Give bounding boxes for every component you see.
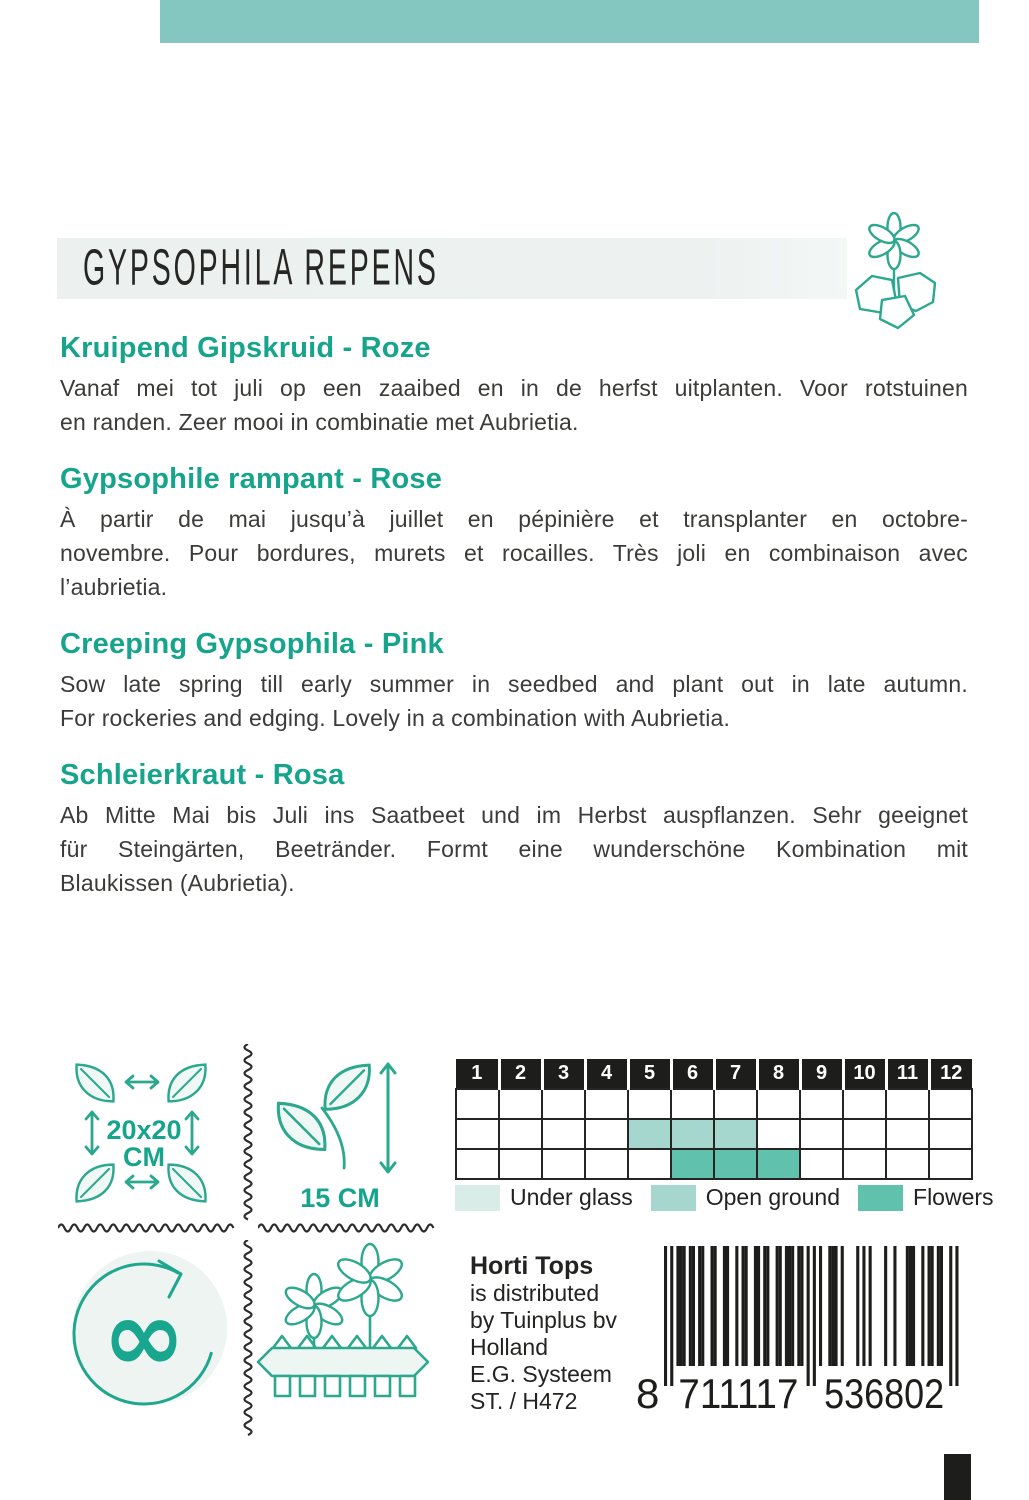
calendar-cell [929, 1089, 972, 1119]
legend-label: Open ground [705, 1184, 841, 1210]
calendar-month-header: 11 [886, 1059, 929, 1089]
barcode-bar [788, 1246, 791, 1366]
calendar-cell [585, 1089, 628, 1119]
body-line: Vanaf mei tot juli op een zaaibed en in de herfst uitplanten. Voor rotstuinen [60, 375, 968, 401]
descriptions [60, 332, 968, 924]
barcode-bar [726, 1246, 729, 1366]
distributor-line: by Tuinplus bv [470, 1307, 618, 1333]
barcode-bar [862, 1246, 865, 1366]
calendar-cell [714, 1149, 757, 1179]
calendar-month-header: 7 [714, 1059, 757, 1089]
heading-german: Schleierkraut - Rosa [60, 759, 345, 791]
calendar-cell [628, 1089, 671, 1119]
barcode-digits: 536802 [824, 1370, 945, 1414]
barcode-bar [884, 1246, 887, 1366]
plant-spacing-icon [66, 1058, 216, 1208]
legend-item-flowers [858, 1184, 994, 1211]
calendar-cell [929, 1149, 972, 1179]
calendar-cell [671, 1089, 714, 1119]
top-accent-bar [160, 0, 979, 43]
vertical-arrow-icon [186, 1112, 198, 1154]
spacing-value-label: 20x20 [106, 1115, 182, 1145]
calendar-cell [456, 1089, 499, 1119]
distributor-line: is distributed [470, 1280, 600, 1306]
calendar-cell [585, 1149, 628, 1179]
barcode-bar [670, 1246, 673, 1386]
heading-french: Gypsophile rampant - Rose [60, 463, 443, 495]
barcode-bar [785, 1246, 788, 1366]
barcode-bar [776, 1246, 779, 1366]
barcode-bar [906, 1246, 909, 1366]
calendar-cell [757, 1089, 800, 1119]
calendar-month-header: 10 [843, 1059, 886, 1089]
body-line: novembre. Pour bordures, murets et rocailles. Très joli en combinaison avec [60, 540, 968, 566]
body-line: For rockeries and edging. Lovely in a combination with Aubrietia. [60, 705, 731, 731]
barcode-bar [807, 1246, 810, 1386]
heading-english: Creeping Gypsophila - Pink [60, 628, 444, 660]
barcode-bar [835, 1246, 838, 1366]
perennial-icon [60, 1246, 250, 1436]
barcode-bar [819, 1246, 822, 1366]
heading-dutch: Kruipend Gipskruid - Roze [60, 332, 431, 364]
barcode-bar [791, 1246, 794, 1366]
barcode-bar [692, 1246, 695, 1366]
horizontal-wavy-divider [258, 1221, 438, 1235]
horizontal-wavy-divider [58, 1221, 236, 1235]
barcode-bar [701, 1246, 704, 1366]
calendar-month-header: 12 [929, 1059, 972, 1089]
section-dutch [60, 332, 968, 439]
body-german [60, 798, 968, 900]
rockery-flower-icon [842, 212, 942, 337]
barcode-bar [763, 1246, 766, 1366]
barcode-bar [955, 1246, 958, 1386]
height-arrow-icon [381, 1064, 395, 1172]
body-line: en randen. Zeer mooi in combinatie met Aubrietia. [60, 409, 579, 435]
calendar-cell [843, 1119, 886, 1149]
barcode-bar [664, 1246, 667, 1386]
calendar-cell [542, 1119, 585, 1149]
barcode-bar [742, 1246, 745, 1366]
calendar-month-header: 8 [757, 1059, 800, 1089]
barcode-bar [757, 1246, 760, 1366]
calendar-month-header: 6 [671, 1059, 714, 1089]
calendar-month-header: 4 [585, 1059, 628, 1089]
calendar-cell [714, 1089, 757, 1119]
calendar-row-open-ground [456, 1119, 972, 1149]
distributor-name: Horti Tops [470, 1252, 594, 1280]
calendar-cell [499, 1149, 542, 1179]
height-value-label: 15 CM [300, 1183, 380, 1213]
page-title: GYPSOPHILA REPENS [83, 239, 439, 296]
calendar-cell [585, 1119, 628, 1149]
barcode-digits: 711117 [678, 1370, 799, 1414]
barcode-bar [735, 1246, 738, 1366]
calendar-cell [886, 1089, 929, 1119]
calendar-cell [628, 1149, 671, 1179]
barcode-bar [797, 1246, 800, 1366]
barcode-bar [800, 1246, 803, 1366]
barcode-bar [909, 1246, 912, 1366]
calendar-cell [886, 1149, 929, 1179]
body-line: l’aubrietia. [60, 574, 168, 600]
plant-height-icon [260, 1052, 445, 1217]
barcode-bar [869, 1246, 872, 1366]
barcode-bar [937, 1246, 940, 1366]
barcode-bar [940, 1246, 943, 1366]
body-french [60, 502, 968, 604]
body-line: Ab Mitte Mai bis Juli ins Saatbeet und im Herbst auspflanzen. Sehr geeignet [60, 802, 968, 828]
calendar-row-under-glass [456, 1089, 972, 1119]
barcode-bar [949, 1246, 952, 1386]
body-line: Blaukissen (Aubrietia). [60, 870, 295, 896]
calendar-cell [800, 1119, 843, 1149]
body-line: für Steingärten, Beetränder. Formt eine wunderschöne Kombination mit [60, 836, 968, 862]
barcode [634, 1246, 979, 1414]
barcode-bar [745, 1246, 748, 1366]
body-line: Sow late spring till early summer in seedbed and plant out in late autumn. [60, 671, 968, 697]
barcode-digits: 8 [636, 1370, 660, 1414]
calendar-month-header: 3 [542, 1059, 585, 1089]
barcode-bar [841, 1246, 844, 1366]
calendar-cell [542, 1149, 585, 1179]
calendar-cell [929, 1119, 972, 1149]
legend-swatch [858, 1185, 903, 1211]
legend-item-under-glass [455, 1184, 633, 1211]
vertical-arrow-icon [86, 1112, 98, 1154]
distributor-line: E.G. Systeem [470, 1361, 612, 1387]
vertical-wavy-divider [241, 1044, 255, 1224]
title-banner [57, 238, 847, 299]
calendar-month-header: 5 [628, 1059, 671, 1089]
calendar-cell [456, 1119, 499, 1149]
barcode-bar [931, 1246, 934, 1366]
barcode-bar [779, 1246, 782, 1366]
section-french [60, 463, 968, 604]
legend-label: Flowers [913, 1184, 994, 1210]
barcode-bar [921, 1246, 924, 1366]
calendar-legend [455, 1184, 994, 1211]
body-line: À partir de mai jusqu’à juillet en pépinière et transplanter en octobre- [60, 506, 968, 532]
calendar-month-header: 2 [499, 1059, 542, 1089]
calendar-cell [714, 1119, 757, 1149]
section-german [60, 759, 968, 900]
calendar-cell [800, 1149, 843, 1179]
barcode-bar [912, 1246, 915, 1366]
barcode-bar [828, 1246, 831, 1366]
calendar-cell [499, 1119, 542, 1149]
barcode-bar [813, 1246, 816, 1386]
barcode-bar [754, 1246, 757, 1366]
body-english [60, 667, 968, 735]
calendar-month-header: 9 [800, 1059, 843, 1089]
barcode-bar [928, 1246, 931, 1366]
barcode-bar [676, 1246, 679, 1366]
section-english [60, 628, 968, 735]
calendar-cell [542, 1089, 585, 1119]
calendar-cell [456, 1149, 499, 1179]
calendar-cell [843, 1089, 886, 1119]
calendar-cell [671, 1149, 714, 1179]
horizontal-arrow-icon [126, 1076, 158, 1088]
barcode-bar [698, 1246, 701, 1366]
barcode-bar [856, 1246, 859, 1366]
calendar-cell [886, 1119, 929, 1149]
barcode-bar [723, 1246, 726, 1366]
infinity-symbol: ∞ [102, 1277, 186, 1395]
horizontal-arrow-icon [126, 1176, 158, 1188]
barcode-bar [680, 1246, 683, 1366]
barcode-bar [831, 1246, 834, 1366]
barcode-bar [714, 1246, 717, 1366]
calendar-row-flowers [456, 1149, 972, 1179]
barcode-bar [689, 1246, 692, 1366]
calendar-cell [757, 1149, 800, 1179]
calendar-cell [843, 1149, 886, 1179]
barcode-bar [683, 1246, 686, 1366]
barcode-bar [893, 1246, 896, 1366]
spacing-unit-label: CM [123, 1142, 165, 1172]
flowering-plants-icon [254, 1240, 444, 1432]
barcode-bar [711, 1246, 714, 1366]
calendar-cell [628, 1119, 671, 1149]
calendar-table [455, 1059, 973, 1180]
calendar-cell [671, 1119, 714, 1149]
calendar-cell [757, 1119, 800, 1149]
calendar-cell [800, 1089, 843, 1119]
legend-label: Under glass [510, 1184, 633, 1210]
body-dutch [60, 371, 968, 439]
legend-swatch [651, 1185, 696, 1211]
calendar-month-header: 1 [456, 1059, 499, 1089]
sowing-calendar [455, 1059, 973, 1180]
legend-swatch [455, 1185, 500, 1211]
print-corner-mark [944, 1454, 971, 1500]
calendar-cell [499, 1089, 542, 1119]
distributor-line: ST. / H472 [470, 1388, 578, 1414]
distributor-line: Holland [470, 1334, 548, 1360]
legend-item-open-ground [651, 1184, 840, 1211]
barcode-bar [766, 1246, 769, 1366]
